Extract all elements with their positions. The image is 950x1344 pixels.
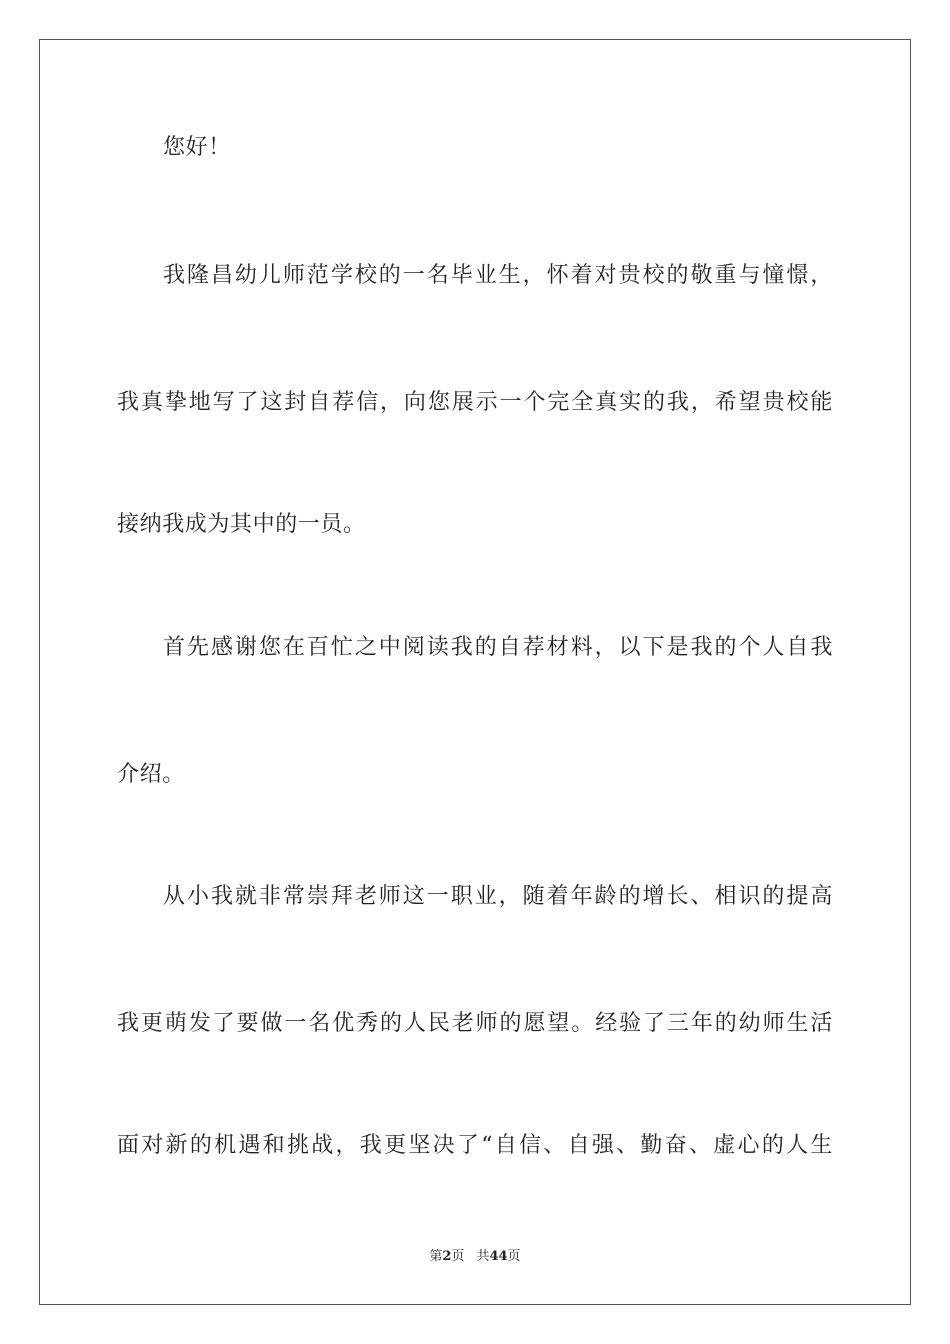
text-line: 面对新的机遇和挑战，我更坚决了“自信、自强、勤奋、虚心的人生 xyxy=(117,1133,833,1158)
text-line: 我更萌发了要做一名优秀的人民老师的愿望。经验了三年的幼师生活 xyxy=(117,1011,833,1036)
page-suffix: 页 xyxy=(451,1249,465,1264)
text-line-greeting: 您好！ xyxy=(163,135,231,160)
text-line: 接纳我成为其中的一员。 xyxy=(117,512,366,537)
text-line: 我真挚地写了这封自荐信，向您展示一个完全真实的我，希望贵校能 xyxy=(117,390,833,415)
total-suffix: 页 xyxy=(507,1249,521,1264)
text-line: 首先感谢您在百忙之中阅读我的自荐材料，以下是我的个人自我 xyxy=(163,635,833,660)
text-line: 从小我就非常崇拜老师这一职业，随着年龄的增长、相识的提高 xyxy=(163,884,833,909)
total-pages: 44 xyxy=(489,1249,508,1264)
page-footer xyxy=(0,1248,950,1266)
page-border xyxy=(39,39,911,1305)
text-line: 我隆昌幼儿师范学校的一名毕业生，怀着对贵校的敬重与憧憬， xyxy=(163,263,833,288)
page-prefix: 第 xyxy=(429,1249,443,1264)
total-prefix: 共 xyxy=(476,1249,490,1264)
page-number: 2 xyxy=(442,1249,452,1264)
text-line: 介绍。 xyxy=(117,762,185,787)
